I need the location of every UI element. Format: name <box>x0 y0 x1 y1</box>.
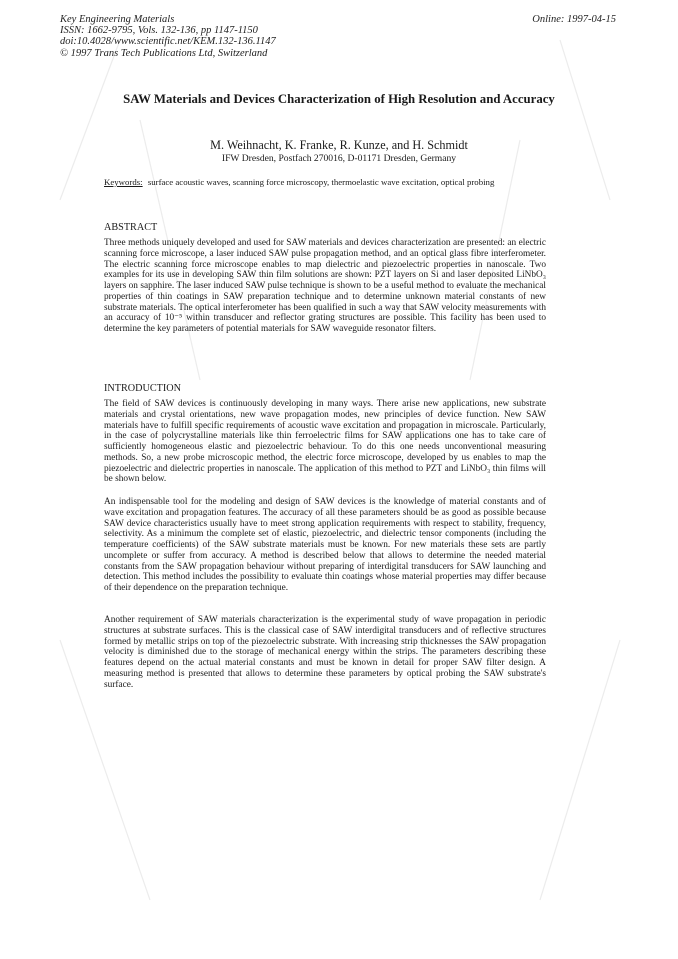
keywords-label: Keywords: <box>104 177 143 187</box>
journal-copyright: © 1997 Trans Tech Publications Ltd, Switzerland <box>60 47 268 59</box>
journal-doi[interactable]: doi:10.4028/www.scientific.net/KEM.132-136.1147 <box>60 36 276 48</box>
journal-issn: ISSN: 1662-9795, Vols. 132-136, pp 1147-1150 <box>60 25 258 37</box>
intro-paragraph-1: The field of SAW devices is continuously developing in many ways. There arise new applications, new substrate materials and crystal orientations, new wave propagation modes, new principles of device function. New SAW materials have to fulfill specific requirements of acoustic wave excitation and propagation in microscale. Particularly, in the case of polycrystalline materials like thin ferroelectric films for SAW applications one has to take care of sufficiently homogeneous elastic and piezoelectric behaviour. To do this one needs unconventional measuring methods. So, a new probe microscopic method, the electric force microscope, developed by us enables to map the piezoelectric and dielectric properties in nanoscale. The application of this method to PZT and LiNbO₃ thin films will be shown below. <box>104 399 546 485</box>
introduction-heading: INTRODUCTION <box>104 383 181 394</box>
abstract-text: Three methods uniquely developed and used for SAW materials and devices characterization are presented: an electric scanning force microscope, a laser induced SAW pulse propagation method, and an optical glass fibre interferometer. The electric scanning force microscope enables to map dielectric and piezoelectric properties in nanoscale. Two examples for its use in developing SAW thin film solutions are shown: PZT layers on Si and laser deposited LiNbO₃ layers on sapphire. The laser induced SAW pulse technique is shown to be a useful method to evaluate the mechanical properties of thin coatings in SAW preparation technique and to determine unknown material constants of new substrate materials. The optical interferometer has been qualified in such a way that SAW velocity measurements with an accuracy of 10⁻⁵ within transducer and reflector grating structures are possible. This facility has been used to determine the key parameters of potential materials for SAW waveguide resonator filters. <box>104 238 546 334</box>
journal-name: Key Engineering Materials <box>60 14 175 25</box>
paper-affiliation: IFW Dresden, Postfach 270016, D-01171 Dresden, Germany <box>221 153 457 164</box>
journal-header <box>60 14 276 59</box>
intro-paragraph-2: An indispensable tool for the modeling and design of SAW devices is the knowledge of material constants and of wave excitation and propagation features. The accuracy of all these parameters should be as good as possible because SAW device characteristics usually have to meet strong application requirements with respect to stability, frequency, selectivity. As a minimum the complete set of elastic, piezoelectric, and dielectric tensor components (including the temperature coefficients) of the SAW substrate materials must be known. For new materials these sets are partly uncomplete or suffer from accuracy. A method is described below that allows to determine the needed material constants from the SAW propagation behaviour without preparing of interdigital transducers for SAW launching and detection. This method includes the possibility to evaluate thin coatings whose material properties may differ because of their dependence on the preparation technique. <box>104 497 546 593</box>
paper-authors: M. Weihnacht, K. Franke, R. Kunze, and H. Schmidt <box>210 138 468 152</box>
intro-paragraph-3: Another requirement of SAW materials characterization is the experimental study of wave propagation in periodic structures at substrate surfaces. This is the classical case of SAW interdigital transducers and of reflective structures formed by metallic strips on top of the piezoelectric substrate. With increasing strip thicknesses the SAW propagation velocity is diminished due to the storage of mechanical energy within the strips. The parameters describing these features depend on the actual material constants and must be known in detail for proper SAW filter design. A measuring method is presented that allows to determine these parameters by optical probing the SAW substrate's surface. <box>104 615 546 690</box>
abstract-heading: ABSTRACT <box>104 222 158 233</box>
online-date: Online: 1997-04-15 <box>532 14 616 25</box>
keywords-line <box>104 177 574 187</box>
paper-title: SAW Materials and Devices Characterization of High Resolution and Accuracy <box>123 92 555 106</box>
keywords-text: surface acoustic waves, scanning force microscopy, thermoelastic wave excitation, optical probing <box>147 177 495 187</box>
